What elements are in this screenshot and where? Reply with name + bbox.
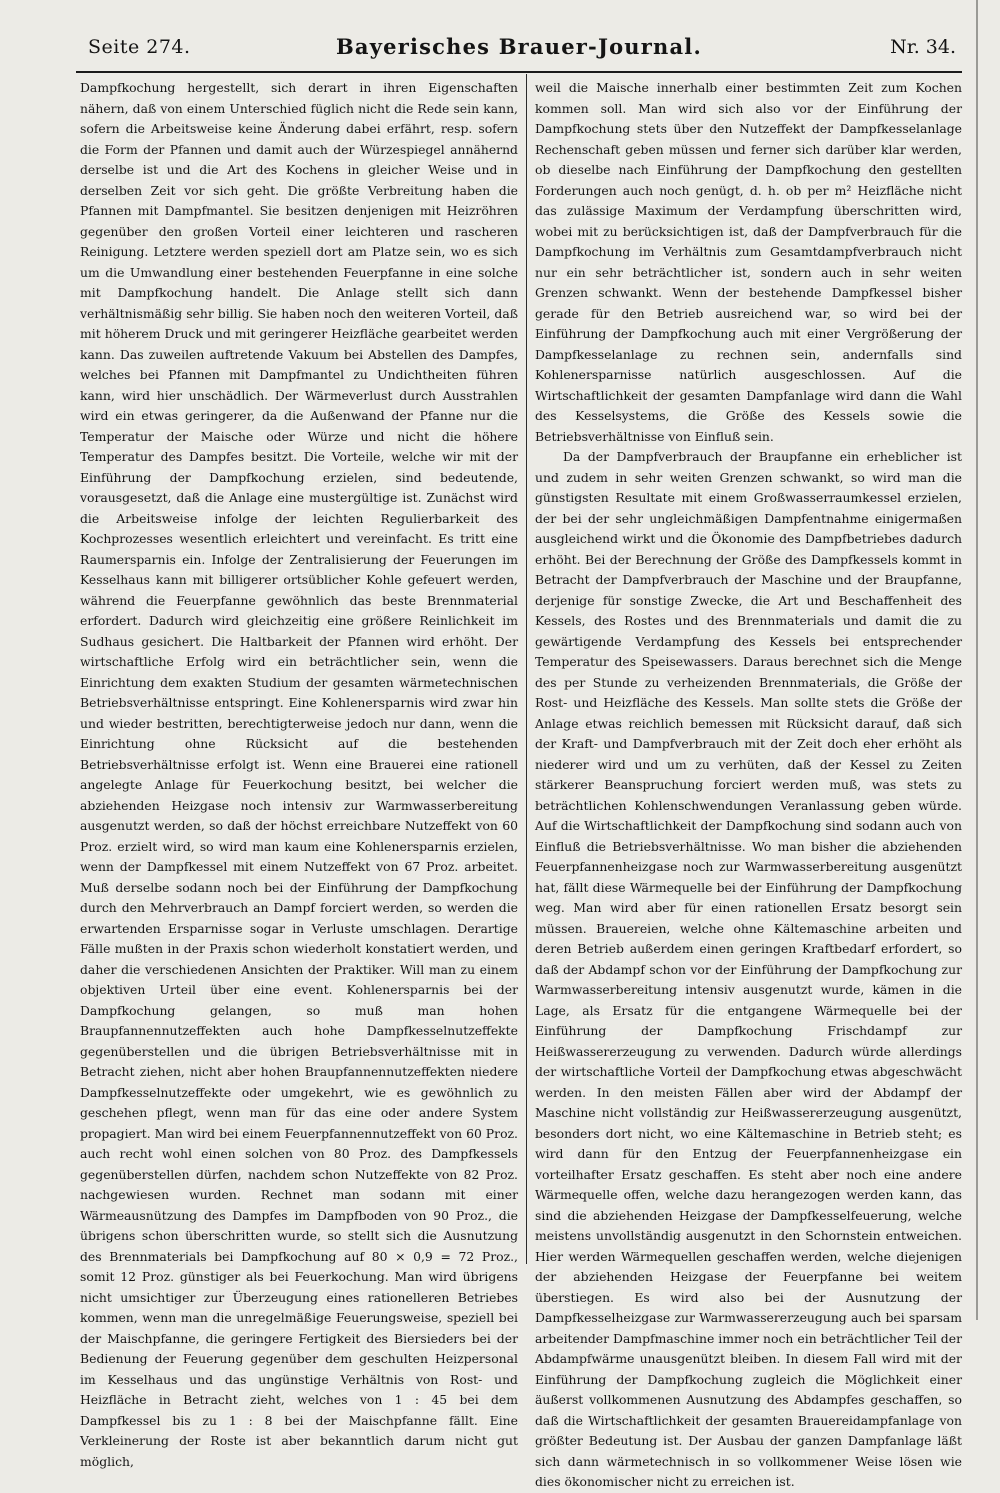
page-header bbox=[76, 32, 962, 62]
binding-edge bbox=[976, 0, 978, 1320]
paragraph: Da der Dampfverbrauch der Braupfanne ein erheblicher ist und zudem in sehr weiten Grenzen schwankt, so wird man die günstigsten Resultate mit einem Großwasserraumkessel erzielen, der bei der sehr ungleichmäßigen Dampfentnahme einigermaßen ausgleichend wirkt und die Ökonomie des Dampfbetriebes dadurch erhöht. Bei der Berechnung der Größe des Dampfkessels kommt in Betracht der Dampfverbrauch der Maschine und der Braupfanne, derjenige für sonstige Zwecke, die Art und Beschaffenheit des Kessels, des Rostes und des Brennmaterials und damit die zu gewärtigende Verdampfung des Kessels bei entsprechender Temperatur des Speisewassers. Daraus berechnet sich die Menge des per Stunde zu verheizenden Brennmaterials, die Größe der Rost- und Heizfläche des Kessels. Man sollte stets die Größe der Anlage etwas reichlich bemessen mit Rücksicht darauf, daß sich der Kraft- und Dampfverbrauch mit der Zeit doch eher erhöht als niederer wird und um zu verhüten, daß der Kessel zu Zeiten stärkerer Beanspruchung forciert werden muß, was stets zu beträchtlichen Kohlenschwendungen Veranlassung geben würde. Auf die Wirtschaftlichkeit der Dampfkochung sind sodann auch von Einfluß die Betriebsverhältnisse. Wo man bisher die abziehenden Feuerpfannenheizgase noch zur Warmwasserbereitung ausgenützt hat, fällt diese Wärmequelle bei der Einführung der Dampfkochung weg. Man wird aber für einen rationellen Ersatz besorgt sein müssen. Brauereien, welche ohne Kältemaschine arbeiten und deren Betrieb außerdem einen geringen Kraftbedarf erfordert, so daß der Abdampf schon vor der Einführung der Dampfkochung zur Warmwasserbereitung intensiv ausgenutzt wurde, kämen in die Lage, als Ersatz für die entgangene Wärmequelle bei der Einführung der Dampfkochung Frischdampf zur Heißwassererzeugung zu verwenden. Dadurch würde allerdings der wirtschaftliche Vorteil der Dampfkochung etwas abgeschwächt werden. In den meisten Fällen aber wird der Abdampf der Maschine nicht vollständig zur Heißwassererzeugung ausgenützt, besonders dort nicht, wo eine Kältemaschine in Betrieb steht; es wird dann für den Entzug der Feuerpfannenheizgase ein vorteilhafter Ersatz geschaffen. Es steht aber noch eine andere Wärmequelle offen, welche dazu herangezogen werden kann, das sind die abziehenden Heizgase der Dampfkesselfeuerung, welche meistens unvollständig ausgenutzt in den Schornstein entweichen. Hier werden Wärmequellen geschaffen werden, welche diejenigen der abziehenden Heizgase der Feuerpfanne bei weitem überstiegen. Es wird also bei der Ausnutzung der Dampfkesselheizgase zur Warmwassererzeugung auch bei sparsam arbeitender Dampfmaschine immer noch ein beträchtlicher Teil der Abdampfwärme unausgenützt bleiben. In diesem Fall wird mit der Einführung der Dampfkochung zugleich die Möglichkeit einer äußerst vollkommenen Ausnutzung des Abdampfes geschaffen, so daß die Wirtschaftlichkeit der gesamten Brauereidampfanlage von größter Bedeutung ist. Der Ausbau der ganzen Dampfanlage läßt sich dann wärmetechnisch in so vollkommener Weise lösen wie dies ökonomischer nicht zu erreichen ist. bbox=[535, 449, 962, 1489]
column-divider bbox=[526, 74, 527, 1264]
page-number-label: Seite 274. bbox=[88, 36, 191, 58]
header-rule bbox=[76, 71, 962, 73]
text-column-left bbox=[80, 78, 518, 1472]
paragraph: weil die Maische innerhalb einer bestimmten Zeit zum Kochen kommen soll. Man wird sich also vor der Einführung der Dampfkochung stets über den Nutzeffekt der Dampfkesselanlage Rechenschaft geben müssen und ferner sich darüber klar werden, ob dieselbe nach Einführung der Dampfkochung den gestellten Forderungen auch noch genügt, d. h. ob per m² Heizfläche nicht das zulässige Maximum der Verdampfung überschritten wird, wobei mit zu berücksichtigen ist, daß der Dampfverbrauch für die Dampfkochung im Verhältnis zum Gesamtdampfverbrauch nicht nur ein sehr beträchtlicher ist, sondern auch in sehr weiten Grenzen schwankt. Wenn der bestehende Dampfkessel bisher gerade für den Betrieb ausreichend war, so wird bei der Einführung der Dampfkochung auch mit einer Vergrößerung der Dampfkesselanlage zu rechnen sein, andernfalls sind Kohlenersparnisse natürlich ausgeschlossen. Auf die Wirtschaftlichkeit der gesamten Dampfanlage wird dann die Wahl des Kesselsystems, die Größe des Kessels sowie die Betriebsverhältnisse von Einfluß sein. bbox=[535, 80, 962, 444]
text-column-right bbox=[535, 78, 962, 1493]
journal-title: Bayerisches Brauer-Journal. bbox=[335, 34, 702, 59]
paragraph: Dampfkochung hergestellt, sich derart in ihren Eigenschaften nähern, daß von einem Unterschied füglich nicht die Rede sein kann, sofern die Arbeitsweise keine Änderung dabei erfährt, resp. sofern die Form der Pfannen und damit auch der Würzespiegel annähernd derselbe ist und die Art des Kochens in gleicher Weise und in derselben Zeit vor sich geht. Die größte Verbreitung haben die Pfannen mit Dampfmantel. Sie besitzen denjenigen mit Heizröhren gegenüber den großen Vorteil einer leichteren und rascheren Reinigung. Letztere werden speziell dort am Platze sein, wo es sich um die Umwandlung einer bestehenden Feuerpfanne in eine solche mit Dampfkochung handelt. Die Anlage stellt sich dann verhältnismäßig sehr billig. Sie haben noch den weiteren Vorteil, daß mit höherem Druck und mit geringerer Heizfläche gearbeitet werden kann. Das zuweilen auftretende Vakuum bei Abstellen des Dampfes, welches bei Pfannen mit Dampfmantel zu Undichtheiten führen kann, wird hier unschädlich. Der Wärmeverlust durch Ausstrahlen wird ein etwas geringerer, da die Außenwand der Pfanne nur die Temperatur der Maische oder Würze und nicht die höhere Temperatur des Dampfes besitzt. Die Vorteile, welche wir mit der Einführung der Dampfkochung erzielen, sind bedeutende, vorausgesetzt, daß die Anlage eine mustergültige ist. Zunächst wird die Arbeitsweise infolge der leichten Regulierbarkeit des Kochprozesses wesentlich erleichtert und vereinfacht. Es tritt eine Raumersparnis ein. Infolge der Zentralisierung der Feuerungen im Kesselhaus kann mit billigerer ortsüblicher Kohle gefeuert werden, während die Feuerpfanne gewöhnlich das beste Brennmaterial erfordert. Dadurch wird gleichzeitig eine größere Reinlichkeit im Sudhaus gesichert. Die Haltbarkeit der Pfannen wird erhöht. Der wirtschaftliche Erfolg wird ein beträchtlicher sein, wenn die Einrichtung dem exakten Studium der gesamten wärmetechnischen Betriebsverhältnisse entspringt. Eine Kohlenersparnis wird zwar hin und wieder bestritten, berechtigterweise jedoch nur dann, wenn die Einrichtung ohne Rücksicht auf die bestehenden Betriebsverhältnisse erfolgt ist. Wenn eine Brauerei eine rationell angelegte Anlage für Feuerkochung besitzt, bei welcher die abziehenden Heizgase noch intensiv zur Warmwasserbereitung ausgenutzt werden, so daß der höchst erreichbare Nutzeffekt von 60 Proz. erzielt wird, so wird man kaum eine Kohlenersparnis erzielen, wenn der Dampfkessel mit einem Nutzeffekt von 67 Proz. arbeitet. Muß derselbe sodann noch bei der Einführung der Dampfkochung durch den Mehrverbrauch an Dampf forciert werden, so werden die erwartenden Ersparnisse sogar in Verluste umschlagen. Derartige Fälle mußten in der Praxis schon wiederholt konstatiert werden, und daher die verschiedenen Ansichten der Praktiker. Will man zu einem objektiven Urteil über eine event. Kohlenersparnis bei der Dampfkochung gelangen, so muß man hohen Braupfannennutzeffekten auch hohe Dampfkesselnutzeffekte gegenüberstellen und die übrigen Betriebsverhältnisse mit in Betracht ziehen, nicht aber hohen Braupfannennutzeffekten niedere Dampfkesselnutzeffekte oder umgekehrt, wie es gewöhnlich zu geschehen pflegt, wenn man für das eine oder andere System propagiert. Man wird bei einem Feuerpfannennutzeffekt von 60 Proz. auch recht wohl einen solchen von 80 Proz. des Dampfkessels gegenüberstellen dürfen, nachdem schon Nutzeffekte von 82 Proz. nachgewiesen wurden. Rechnet man sodann mit einer Wärmeausnützung des Dampfes im Dampfboden von 90 Proz., die übrigens schon überschritten wurde, so stellt sich die Ausnutzung des Brennmaterials bei Dampfkochung auf 80 × 0,9 = 72 Proz., somit 12 Proz. günstiger als bei Feuerkochung. Man wird übrigens nicht umsichtiger zur Überzeugung eines rationelleren Betriebes kommen, wenn man die unregelmäßige Feuerungsweise, speziell bei der Maischpfanne, die geringere Fertigkeit des Biersieders bei der Bedienung der Feuerung gegenüber dem geschulten Heizpersonal im Kesselhaus und das ungünstige Verhältnis von Rost- und Heizfläche in Betracht zieht, welches von 1 : 45 bei dem Dampfkessel bis zu 1 : 8 bei der Maischpfanne fällt. Eine Verkleinerung der Roste ist aber bekanntlich darum nicht gut möglich, bbox=[80, 80, 518, 1469]
issue-number: Nr. 34. bbox=[890, 36, 956, 58]
